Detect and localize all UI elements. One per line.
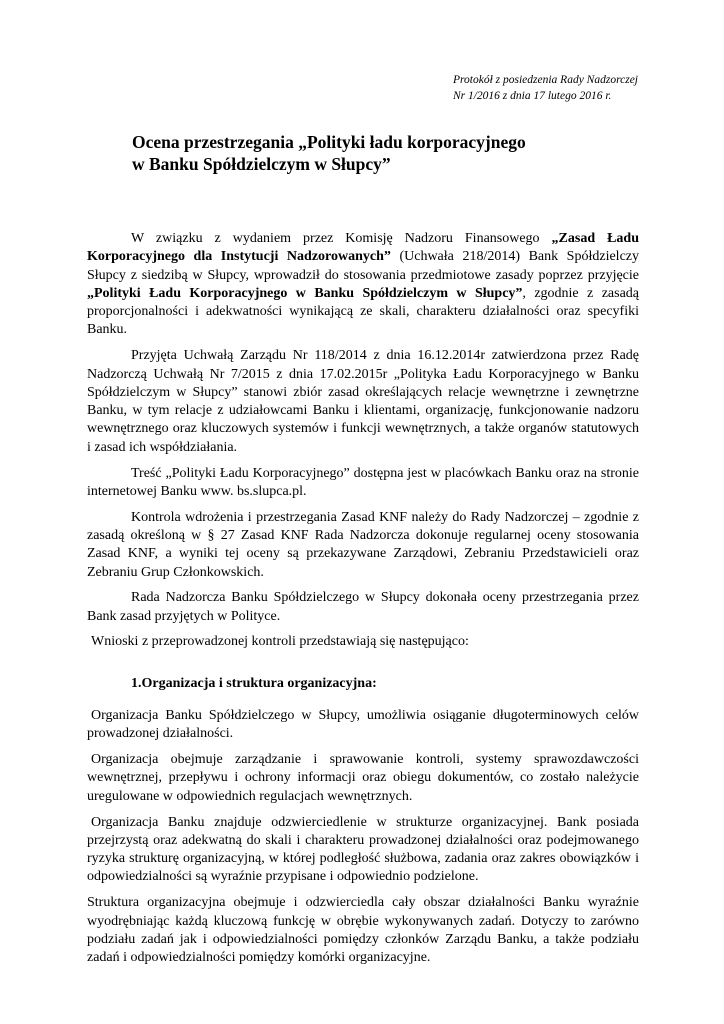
- section-1-heading: 1.Organizacja i struktura organizacyjna:: [131, 675, 377, 691]
- protocol-header: [453, 72, 638, 104]
- paragraph-2: Przyjęta Uchwałą Zarządu Nr 118/2014 z dnia 16.12.2014r zatwierdzona przez Radę Nadzorczą Uchwałą Nr 7/2015 z dnia 17.02.2015r „Polityka Ładu Korporacyjnego w Banku Spółdzielczym w Słupcy” stanowi zbiór zasad określających relacje wewnętrzne i zewnętrzne Banku, w tym relacje z udziałowcami Banku i klientami, organizację, funkcjonowanie nadzoru wewnętrznego oraz kluczowych systemów i funkcji wewnętrznych, a także organów statutowych i zasad ich współdziałania.: [87, 348, 639, 455]
- document-title: [132, 131, 652, 175]
- document-title-line2: w Banku Spółdzielczym w Słupcy”: [132, 154, 391, 174]
- protocol-header-line1: Protokół z posiedzenia Rady Nadzorczej: [452, 74, 638, 86]
- paragraph-1-text-e: , zgodnie z zasadą proporcjonalności i adekwatności wynikającą ze skali, charakteru działalności oraz specyfiki Banku.: [87, 285, 639, 338]
- paragraph-1-policy-title: „Polityki Ładu Korporacyjnego w Banku Spółdzielczym w Słupcy”: [87, 285, 523, 301]
- paragraph-1: [87, 230, 639, 340]
- protocol-header-line2: Nr 1/2016 z dnia 17 lutego 2016 r.: [452, 90, 612, 102]
- paragraph-3: Treść „Polityki Ładu Korporacyjnego” dostępna jest w placówkach Banku oraz na stronie internetowej Banku www. bs.slupca.pl.: [87, 465, 639, 499]
- paragraph-1-text-c: (Uchwała 218/2014) Bank Spółdzielczy Słupcy z siedzibą w Słupcy, wprowadził do stosowania przedmiotowe zasady poprzez przyjęcie: [87, 249, 639, 283]
- paragraph-6: Wnioski z przeprowadzonej kontroli przedstawiają się następująco:: [91, 634, 469, 650]
- paragraph-1-knf-rules-title: „Zasad Ładu Korporacyjnego dla Instytucji Nadzorowanych”: [87, 231, 640, 265]
- section-1-paragraph-3: Organizacja Banku znajduje odzwierciedlenie w strukturze organizacyjnej. Bank posiada przejrzystą oraz adekwatną do skali i charakteru prowadzonej działalności oraz podejmowanego ryzyka strukturę organizacyjną, w której podległość służbowa, zadania oraz zakres obowiązków i odpowiedzialności są wyraźnie przypisane i odpowiednio podzielone.: [87, 814, 639, 885]
- paragraph-4: Kontrola wdrożenia i przestrzegania Zasad KNF należy do Rady Nadzorczej – zgodnie z zasadą określoną w § 27 Zasad KNF Rada Nadzorcza dokonuje regularnej oceny stosowania Zasad KNF, a wyniki tej oceny są przekazywane Zarządowi, Zebraniu Przedstawicieli oraz Zebraniu Grup Członkowskich.: [87, 509, 639, 580]
- section-1-paragraph-2: Organizacja obejmuje zarządzanie i sprawowanie kontroli, systemy sprawozdawczości wewnętrznej, przepływu i ochrony informacji oraz obiegu dokumentów, co zostało należycie uregulowane w odpowiednich regulacjach wewnętrznych.: [87, 752, 639, 804]
- section-1-paragraph-4: Struktura organizacyjna obejmuje i odzwierciedla cały obszar działalności Banku wyraźnie wyodrębniając każdą kluczową funkcję w obrębie wykonywanych zadań. Dotyczy to zarówno podziału zadań jak i odpowiedzialności pomiędzy członków Zarządu Banku, a także podziału zadań i odpowiedzialności pomiędzy komórki organizacyjne.: [87, 895, 639, 966]
- document-title-line1: Ocena przestrzegania „Polityki ładu korporacyjnego: [132, 132, 526, 152]
- paragraph-5: Rada Nadzorcza Banku Spółdzielczego w Słupcy dokonała oceny przestrzegania przez Bank zasad przyjętych w Polityce.: [87, 590, 639, 624]
- document-body: [87, 230, 639, 975]
- paragraph-1-text-a: W związku z wydaniem przez Komisję Nadzoru Finansowego: [131, 231, 552, 246]
- section-1-paragraph-1: Organizacja Banku Spółdzielczego w Słupcy, umożliwia osiąganie długoterminowych celów prowadzonej działalności.: [87, 708, 639, 742]
